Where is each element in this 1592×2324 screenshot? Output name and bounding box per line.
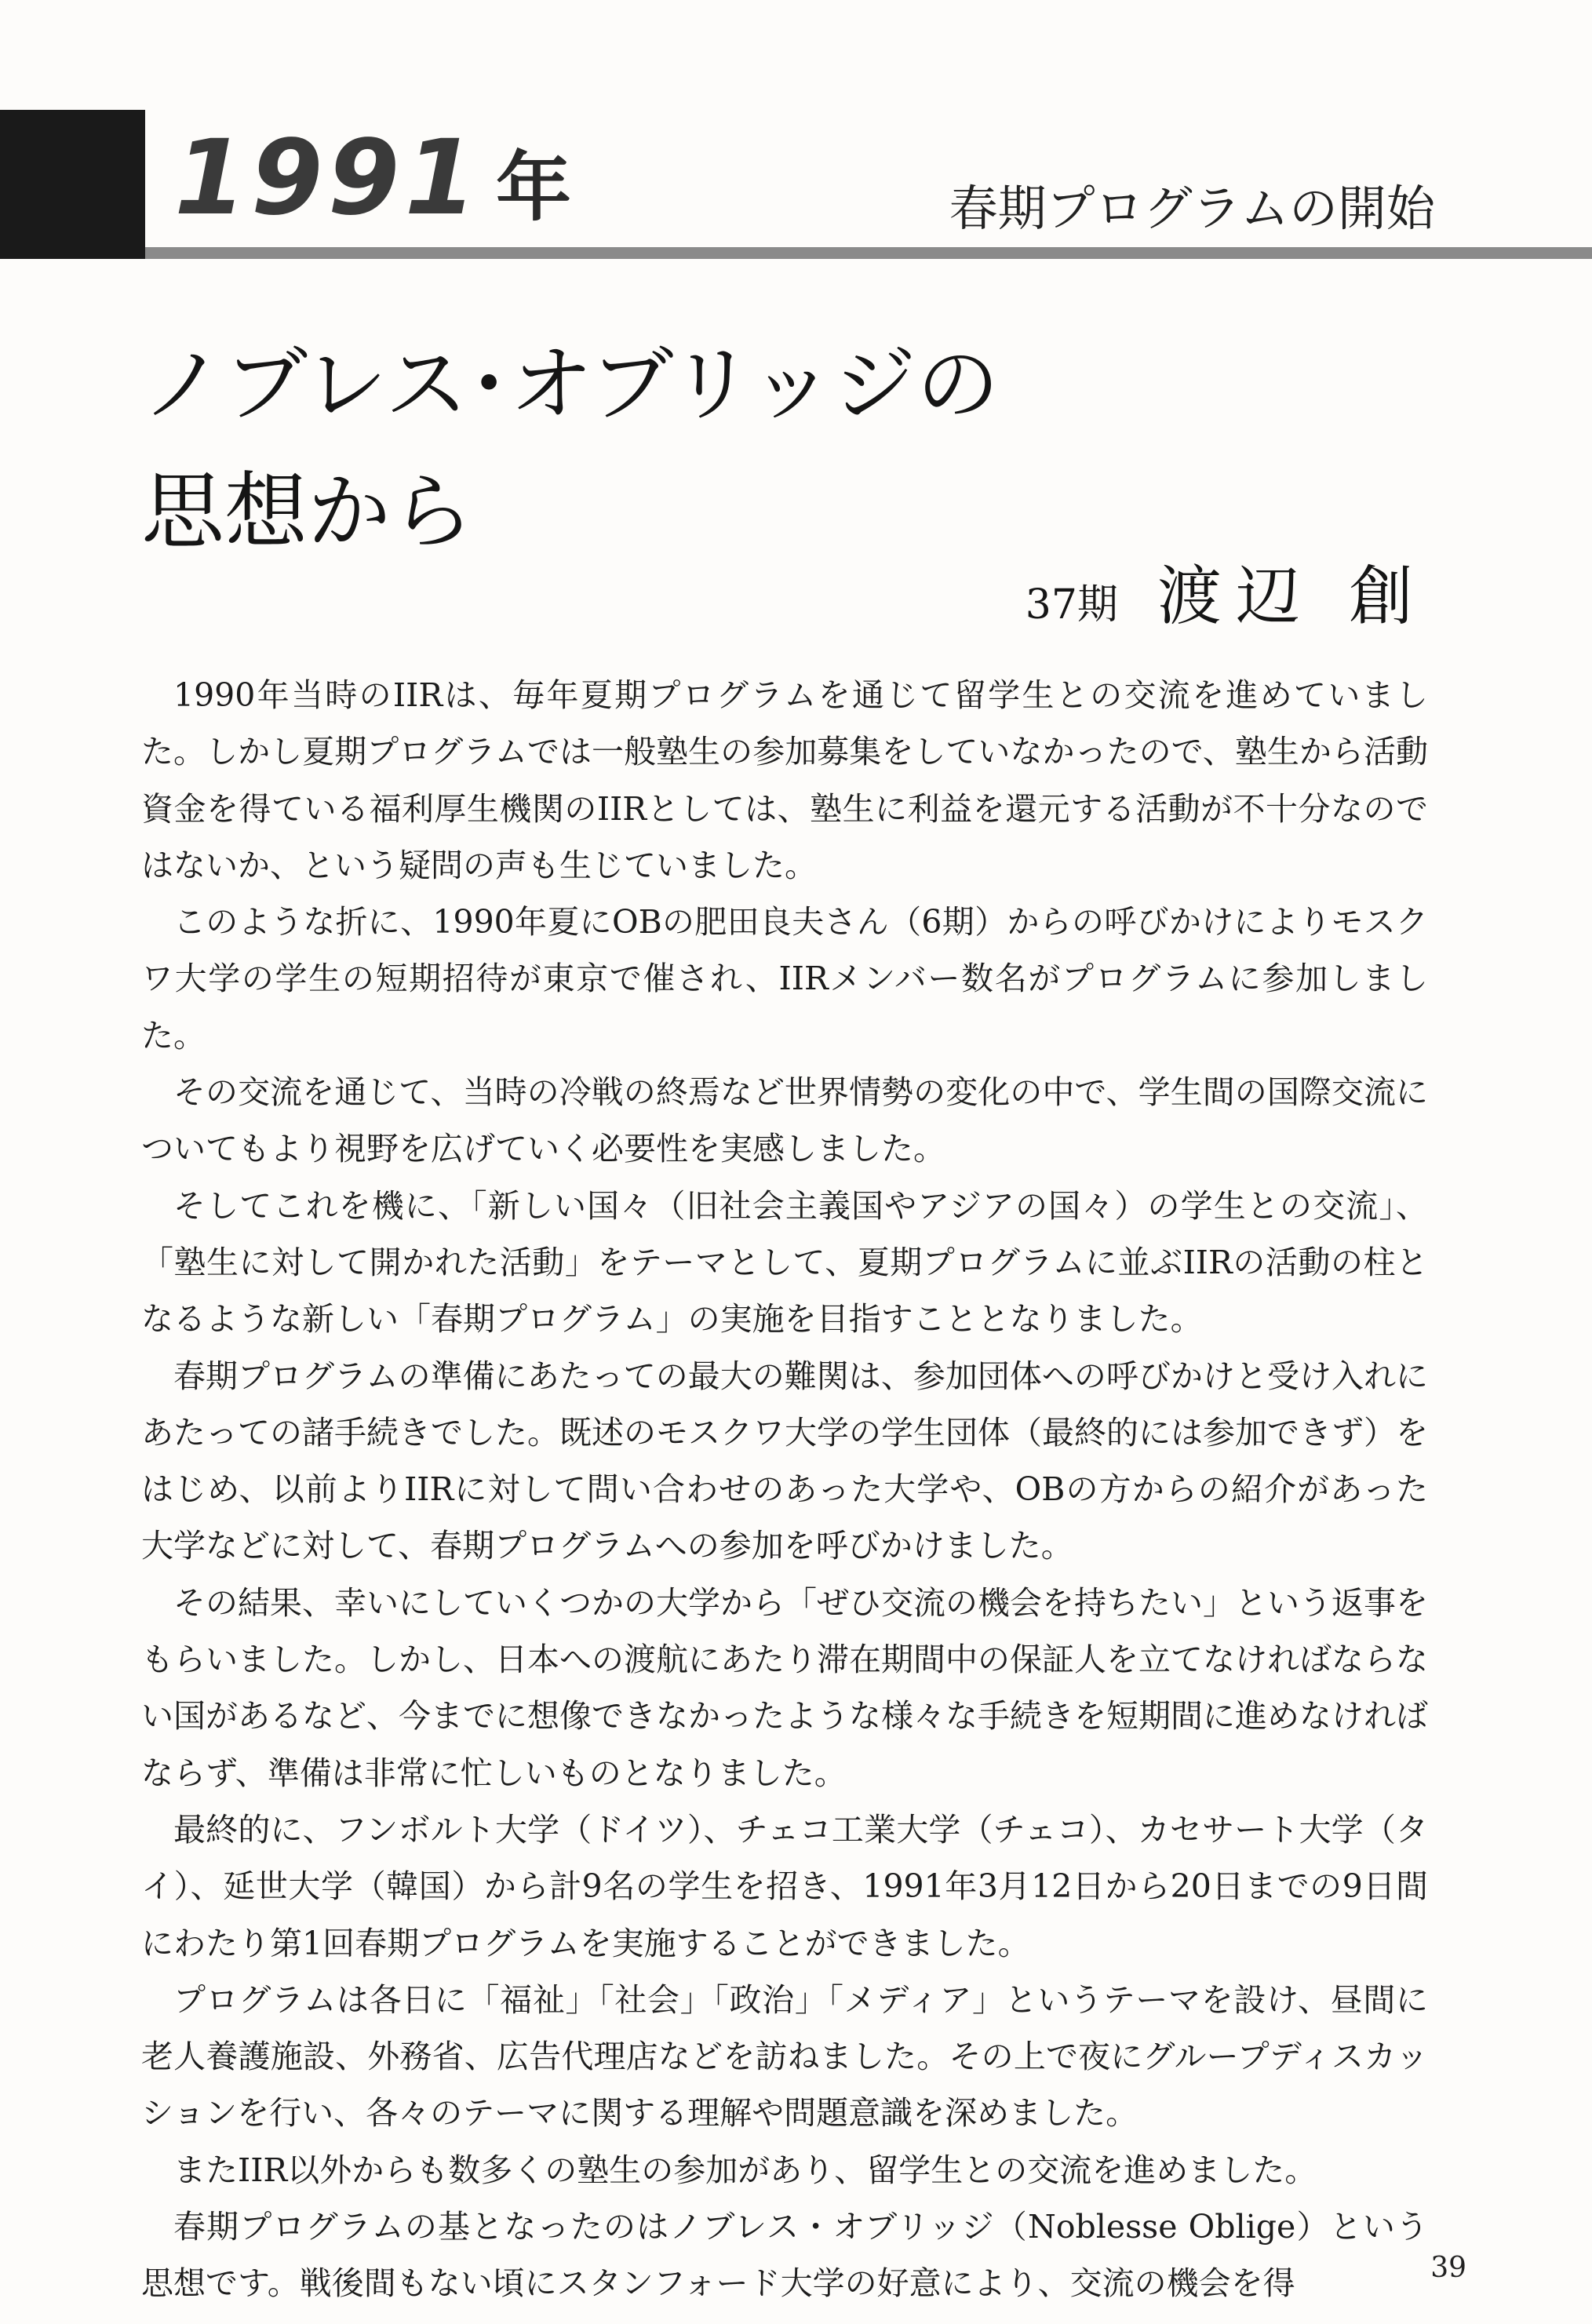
paragraph: 春期プログラムの準備にあたっての最大の難関は、参加団体への呼びかけと受け入れにあたっての諸手続きでした。既述のモスクワ大学の学生団体（最終的には参加できず）をはじめ、以前よりIIRに対して問い合わせのあった大学や、OBの方からの紹介があった大学などに対して、春期プログラムへの参加を呼びかけました。: [141, 1357, 1428, 1565]
paragraph: その交流を通じて、当時の冷戦の終焉など世界情勢の変化の中で、学生間の国際交流についてもより視野を広げていく必要性を実感しました。: [141, 1073, 1428, 1168]
paragraph: その結果、幸いにしていくつかの大学から「ぜひ交流の機会を持ちたい」という返事をもらいました。しかし、日本への渡航にあたり滞在期間中の保証人を立てなければならない国があるなど、今までに想像できなかったような様々な手続きを短期間に進めなければならず、準備は非常に忙しいものとなりました。: [141, 1583, 1428, 1792]
article-title-line-1: ノブレス･オブリッジの: [141, 337, 1000, 433]
author-byline: [1026, 545, 1427, 632]
chapter-header: [0, 110, 1592, 259]
chapter-subtitle: 春期プログラムの開始: [949, 180, 1435, 237]
chapter-year-kanji: 年: [496, 144, 571, 231]
article-title-line-2: 思想から: [141, 464, 474, 560]
chapter-year-number: 1991: [174, 118, 482, 239]
article-body: [141, 667, 1428, 2312]
page-number: 39: [1430, 2252, 1466, 2284]
paragraph: そしてこれを機に、「新しい国々（旧社会主義国やアジアの国々）の学生との交流」、「塾生に対して開かれた活動」をテーマとして、夏期プログラムに並ぶIIRの活動の柱となるような新しい「春期プログラム」の実施を目指すこととなりました。: [141, 1186, 1428, 1339]
paragraph: 1990年当時のIIRは、毎年夏期プログラムを通じて留学生との交流を進めていました。しかし夏期プログラムでは一般塾生の参加募集をしていなかったので、塾生から活動資金を得ている福利厚生機関のIIRとしては、塾生に利益を還元する活動が不十分なのではないか、という疑問の声も生じていました。: [141, 676, 1429, 884]
paragraph: またIIR以外からも数多くの塾生の参加があり、留学生との交流を進めました。: [173, 2151, 1317, 2189]
paragraph: このような折に、1990年夏にOBの肥田良夫さん（6期）からの呼びかけによりモスクワ大学の学生の短期招待が東京で催され、IIRメンバー数名がプログラムに参加しました。: [141, 903, 1428, 1055]
author-term: 37期: [1025, 581, 1118, 628]
author-name: 渡辺 創: [1157, 559, 1427, 634]
paragraph: 春期プログラムの基となったのはノブレス・オブリッジ（Noblesse Oblige）という思想です。戦後間もない頃にスタンフォード大学の好意により、交流の機会を得: [141, 2208, 1428, 2303]
paragraph: 最終的に、フンボルト大学（ドイツ）、チェコ工業大学（チェコ）、カセサート大学（タイ）、延世大学（韓国）から計9名の学生を招き、1991年3月12日から20日までの9日間にわたり第1回春期プログラムを実施することができました。: [141, 1810, 1428, 1962]
article-title: [141, 322, 1000, 576]
header-black-block: [0, 110, 145, 259]
paragraph: プログラムは各日に「福祉」「社会」「政治」「メディア」というテーマを設け、昼間に老人養護施設、外務省、広告代理店などを訪ねました。その上で夜にグループディスカッションを行い、各々のテーマに関する理解や問題意識を深めました。: [141, 1980, 1428, 2133]
header-rule-line: [145, 247, 1592, 259]
